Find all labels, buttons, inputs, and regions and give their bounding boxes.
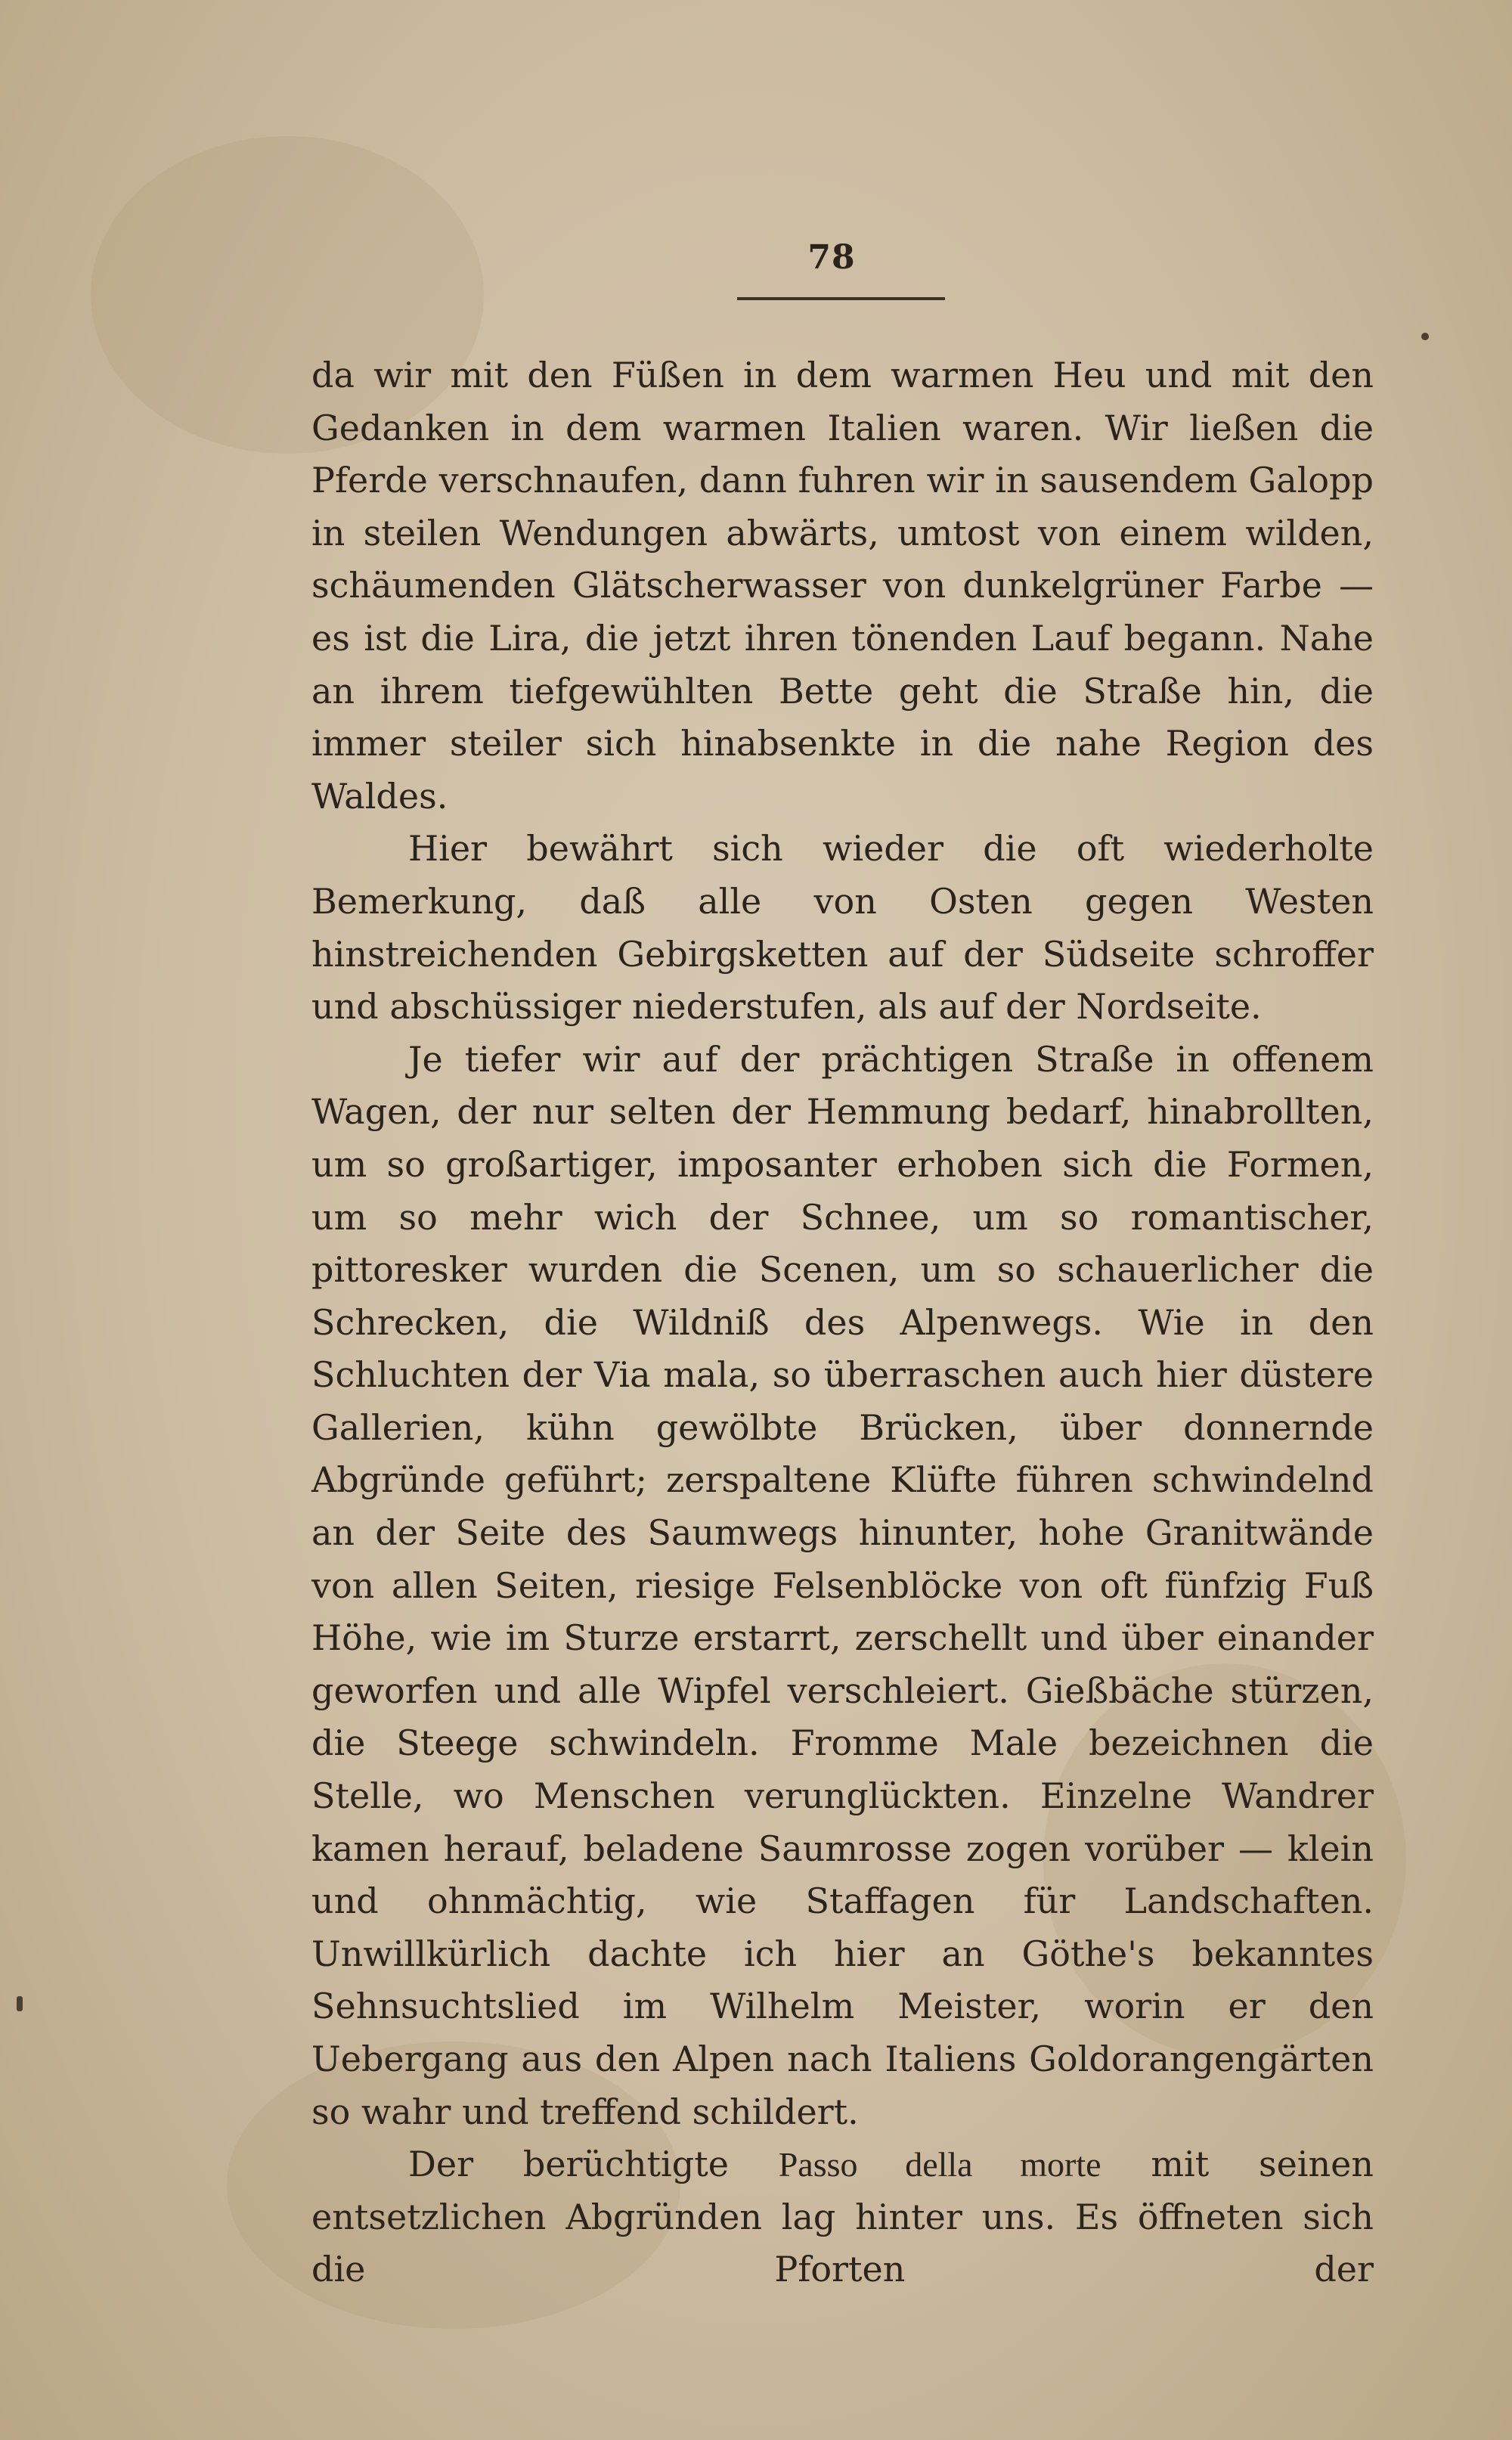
header-rule	[737, 297, 945, 300]
paragraph-3: Je tiefer wir auf der prächtigen Straße in offenem Wagen, der nur selten der Hemmung bedarf, hinabrollten, um so großartiger, imposanter erhoben sich die Formen, um so mehr wich der Schnee, um so romantischer, pittoresker wurden die Scenen, um so schauerlicher die Schrecken, die Wildniß des Alpenwegs. Wie in den Schluchten der Via mala, so überraschen auch hier düstere Gallerien, kühn gewölbte Brücken, über donnernde Abgründe geführt; zerspaltene Klüfte führen schwindelnd an der Seite des Saumwegs hinunter, hohe Granitwände von allen Seiten, riesige Felsenblöcke von oft fünfzig Fuß Höhe, wie im Sturze erstarrt, zerschellt und über einander geworfen und alle Wipfel verschleiert. Gießbäche stürzen, die Steege schwindeln. Fromme Male bezeichnen die Stelle, wo Menschen verunglückten. Einzelne Wandrer kamen herauf, beladene Saumrosse zogen vorüber — klein und ohnmächtig, wie Staffagen für Landschaften. Unwillkürlich dachte ich hier an Göthe's bekanntes Sehnsuchtslied im Wilhelm Meister, worin er den Uebergang aus den Alpen nach Italiens Goldorangengärten so wahr und treffend schildert.	[311, 1038, 1374, 2132]
paragraph-4-antiqua: Passo della morte	[778, 2145, 1101, 2184]
page-number: 78	[807, 238, 856, 277]
body-text	[311, 349, 1374, 2296]
paragraph-4	[311, 2138, 1374, 2296]
paragraph-2: Hier bewährt sich wieder die oft wiederholte Bemerkung, daß alle von Osten gegen Westen hinstreichenden Gebirgsketten auf der Südseite schroffer und abschüssiger niederstufen, als auf der Nordseite.	[311, 828, 1374, 1028]
ink-speck	[17, 1996, 23, 2011]
paragraph-1: da wir mit den Füßen in dem warmen Heu und mit den Gedanken in dem warmen Italien waren. Wir ließen die Pferde verschnaufen, dann fuhren wir in sausendem Galopp in steilen Wendungen abwärts, umtost von einem wilden, schäumenden Glätscherwasser von dunkelgrüner Farbe — es ist die Lira, die jetzt ihren tönenden Lauf begann. Nahe an ihrem tiefgewühlten Bette geht die Straße hin, die immer steiler sich hinabsenkte in die nahe Region des Waldes.	[311, 355, 1374, 817]
ink-speck	[1421, 333, 1429, 340]
paragraph-4-suffix: mit seinen entsetzlichen Abgründen lag hinter uns. Es öffneten sich die Pforten der	[311, 2144, 1374, 2290]
paragraph-4-prefix: Der berüchtigte	[408, 2144, 729, 2185]
